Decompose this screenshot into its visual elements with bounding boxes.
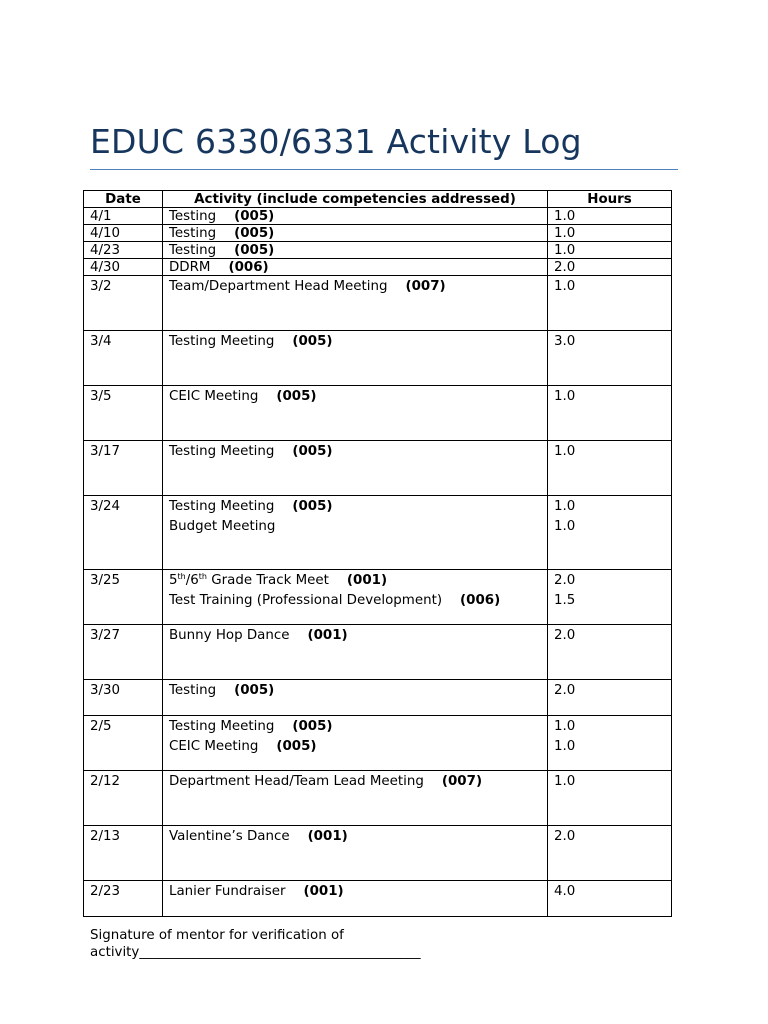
hours-cell — [548, 259, 672, 276]
hours-text: 1.0 — [554, 518, 576, 534]
hours-cell — [548, 771, 672, 826]
table-row — [84, 276, 672, 331]
signature-line: activity__________________________________________ — [90, 945, 421, 960]
date-text: 3/5 — [90, 389, 112, 404]
activity-line — [169, 442, 541, 462]
activity-line — [169, 243, 541, 258]
date-text: 3/2 — [90, 279, 112, 294]
hours-text: 1.0 — [554, 226, 576, 241]
hours-text: 1.0 — [554, 738, 576, 754]
hours-cell — [548, 881, 672, 917]
ordinal-suffix: th — [177, 572, 186, 581]
date-cell — [84, 680, 163, 716]
competency-code: (005) — [234, 243, 275, 258]
activity-cell — [163, 881, 548, 917]
date-text: 2/23 — [90, 884, 121, 899]
hours-text: 2.0 — [554, 829, 576, 844]
activity-line — [169, 681, 541, 701]
hours-text: 1.0 — [554, 499, 576, 514]
competency-code: (006) — [460, 592, 501, 608]
activity-text: Testing Meeting — [169, 499, 275, 514]
date-cell — [84, 881, 163, 917]
hours-text: 1.0 — [554, 279, 576, 294]
competency-code: (005) — [276, 389, 317, 404]
activity-line — [169, 277, 541, 297]
signature-block — [90, 927, 421, 961]
date-cell — [84, 625, 163, 680]
activity-text: Testing — [169, 243, 217, 258]
header-activity: Activity (include competencies addressed) — [163, 191, 548, 208]
activity-line — [169, 260, 541, 275]
signature-label: Signature of mentor for verification of — [90, 928, 344, 943]
hours-text: 1.5 — [554, 592, 576, 608]
header-date: Date — [84, 191, 163, 208]
date-cell — [84, 771, 163, 826]
date-text: 2/12 — [90, 774, 121, 789]
activity-text: Testing Meeting — [169, 719, 275, 734]
date-cell — [84, 570, 163, 625]
activity-cell — [163, 680, 548, 716]
competency-code: (005) — [292, 499, 333, 514]
header-hours: Hours — [548, 191, 672, 208]
activity-text: Testing — [169, 209, 217, 224]
activity-cell — [163, 625, 548, 680]
table-row — [84, 496, 672, 570]
activity-line — [169, 571, 541, 591]
hours-text: 2.0 — [554, 260, 576, 275]
activity-text — [169, 571, 329, 591]
activity-cell — [163, 331, 548, 386]
activity-text: Testing — [169, 226, 217, 241]
table-row — [84, 208, 672, 225]
activity-line — [169, 737, 541, 757]
hours-text: 1.0 — [554, 719, 576, 734]
table-row — [84, 386, 672, 441]
table-row — [84, 881, 672, 917]
competency-code: (001) — [307, 628, 348, 643]
hours-cell — [548, 331, 672, 386]
activity-line — [169, 332, 541, 352]
hours-text: 1.0 — [554, 774, 576, 789]
date-cell — [84, 716, 163, 771]
date-text: 3/24 — [90, 499, 121, 514]
activity-cell — [163, 259, 548, 276]
date-text: 3/17 — [90, 444, 121, 459]
date-cell — [84, 441, 163, 496]
hours-cell — [548, 625, 672, 680]
activity-text: Testing Meeting — [169, 444, 275, 459]
ordinal-suffix: th — [198, 572, 207, 581]
date-text: 2/5 — [90, 719, 112, 734]
activity-text: Team/Department Head Meeting — [169, 279, 388, 294]
competency-code: (005) — [292, 719, 333, 734]
hours-cell — [548, 826, 672, 881]
hours-text: 4.0 — [554, 884, 576, 899]
date-cell — [84, 242, 163, 259]
date-cell — [84, 331, 163, 386]
competency-code: (005) — [292, 444, 333, 459]
date-text: 3/30 — [90, 683, 121, 698]
table-row — [84, 441, 672, 496]
table-row — [84, 716, 672, 771]
activity-line — [169, 517, 541, 537]
activity-line — [169, 626, 541, 646]
hours-cell — [548, 570, 672, 625]
activity-line — [169, 226, 541, 241]
table-row — [84, 826, 672, 881]
date-cell — [84, 225, 163, 242]
activity-fragment: Grade Track Meet — [207, 573, 329, 588]
table-header-row — [84, 191, 672, 208]
table-row — [84, 225, 672, 242]
hours-text: 3.0 — [554, 334, 576, 349]
date-text: 4/23 — [90, 243, 121, 258]
date-cell — [84, 276, 163, 331]
competency-code: (005) — [276, 738, 317, 754]
hours-cell — [548, 496, 672, 570]
table-row — [84, 570, 672, 625]
activity-text: CEIC Meeting — [169, 738, 259, 754]
activity-line — [169, 882, 541, 902]
activity-line — [169, 717, 541, 737]
date-text: 3/4 — [90, 334, 112, 349]
hours-text: 2.0 — [554, 628, 576, 643]
activity-cell — [163, 225, 548, 242]
activity-line — [169, 497, 541, 517]
table-row — [84, 259, 672, 276]
table-row — [84, 625, 672, 680]
activity-cell — [163, 496, 548, 570]
competency-code: (007) — [441, 774, 483, 789]
hours-text: 1.0 — [554, 243, 576, 258]
activity-cell — [163, 441, 548, 496]
date-cell — [84, 826, 163, 881]
competency-code: (001) — [346, 573, 388, 588]
hours-text: 1.0 — [554, 209, 576, 224]
hours-cell — [548, 716, 672, 771]
activity-text: CEIC Meeting — [169, 389, 259, 404]
hours-text: 1.0 — [554, 389, 576, 404]
hours-text: 1.0 — [554, 444, 576, 459]
table-row — [84, 242, 672, 259]
table-row — [84, 331, 672, 386]
competency-code: (005) — [292, 334, 333, 349]
activity-line — [169, 772, 541, 792]
hours-text: 2.0 — [554, 683, 576, 698]
date-text: 3/25 — [90, 573, 121, 588]
date-text: 4/10 — [90, 226, 121, 241]
date-cell — [84, 259, 163, 276]
hours-cell — [548, 225, 672, 242]
hours-cell — [548, 208, 672, 225]
competency-code: (001) — [303, 884, 344, 899]
table-row — [84, 680, 672, 716]
activity-text: Valentine’s Dance — [169, 829, 290, 844]
activity-cell — [163, 386, 548, 441]
competency-code: (005) — [234, 683, 275, 698]
date-cell — [84, 208, 163, 225]
activity-text: Test Training (Professional Development) — [169, 592, 443, 608]
activity-fragment: 5 — [169, 573, 178, 588]
hours-cell — [548, 680, 672, 716]
date-text: 3/27 — [90, 628, 121, 643]
activity-text: Testing Meeting — [169, 334, 275, 349]
activity-cell — [163, 242, 548, 259]
activity-line — [169, 591, 541, 611]
activity-log-table — [83, 190, 672, 917]
activity-cell — [163, 771, 548, 826]
competency-code: (006) — [228, 260, 269, 275]
date-text: 2/13 — [90, 829, 121, 844]
date-text: 4/30 — [90, 260, 121, 275]
activity-line — [169, 827, 541, 847]
competency-code: (001) — [307, 829, 348, 844]
hours-text: 2.0 — [554, 573, 576, 588]
hours-cell — [548, 276, 672, 331]
activity-line — [169, 387, 541, 407]
date-cell — [84, 496, 163, 570]
activity-text: Budget Meeting — [169, 518, 276, 534]
competency-code: (005) — [234, 209, 275, 224]
competency-code: (005) — [234, 226, 275, 241]
date-cell — [84, 386, 163, 441]
activity-text: Testing — [169, 683, 217, 698]
activity-cell — [163, 208, 548, 225]
table-body — [84, 208, 672, 917]
title-divider — [90, 169, 678, 170]
table-row — [84, 771, 672, 826]
activity-cell — [163, 826, 548, 881]
date-text: 4/1 — [90, 209, 112, 224]
hours-cell — [548, 242, 672, 259]
activity-text: Bunny Hop Dance — [169, 628, 290, 643]
activity-text: DDRM — [169, 260, 211, 275]
activity-cell — [163, 716, 548, 771]
activity-text: Lanier Fundraiser — [169, 884, 286, 899]
activity-fragment: /6 — [185, 573, 199, 588]
activity-text: Department Head/Team Lead Meeting — [169, 774, 424, 789]
hours-cell — [548, 386, 672, 441]
activity-cell — [163, 276, 548, 331]
activity-line — [169, 209, 541, 224]
competency-code: (007) — [405, 279, 446, 294]
activity-cell — [163, 570, 548, 625]
hours-cell — [548, 441, 672, 496]
page-title: EDUC 6330/6331 Activity Log — [90, 122, 582, 161]
